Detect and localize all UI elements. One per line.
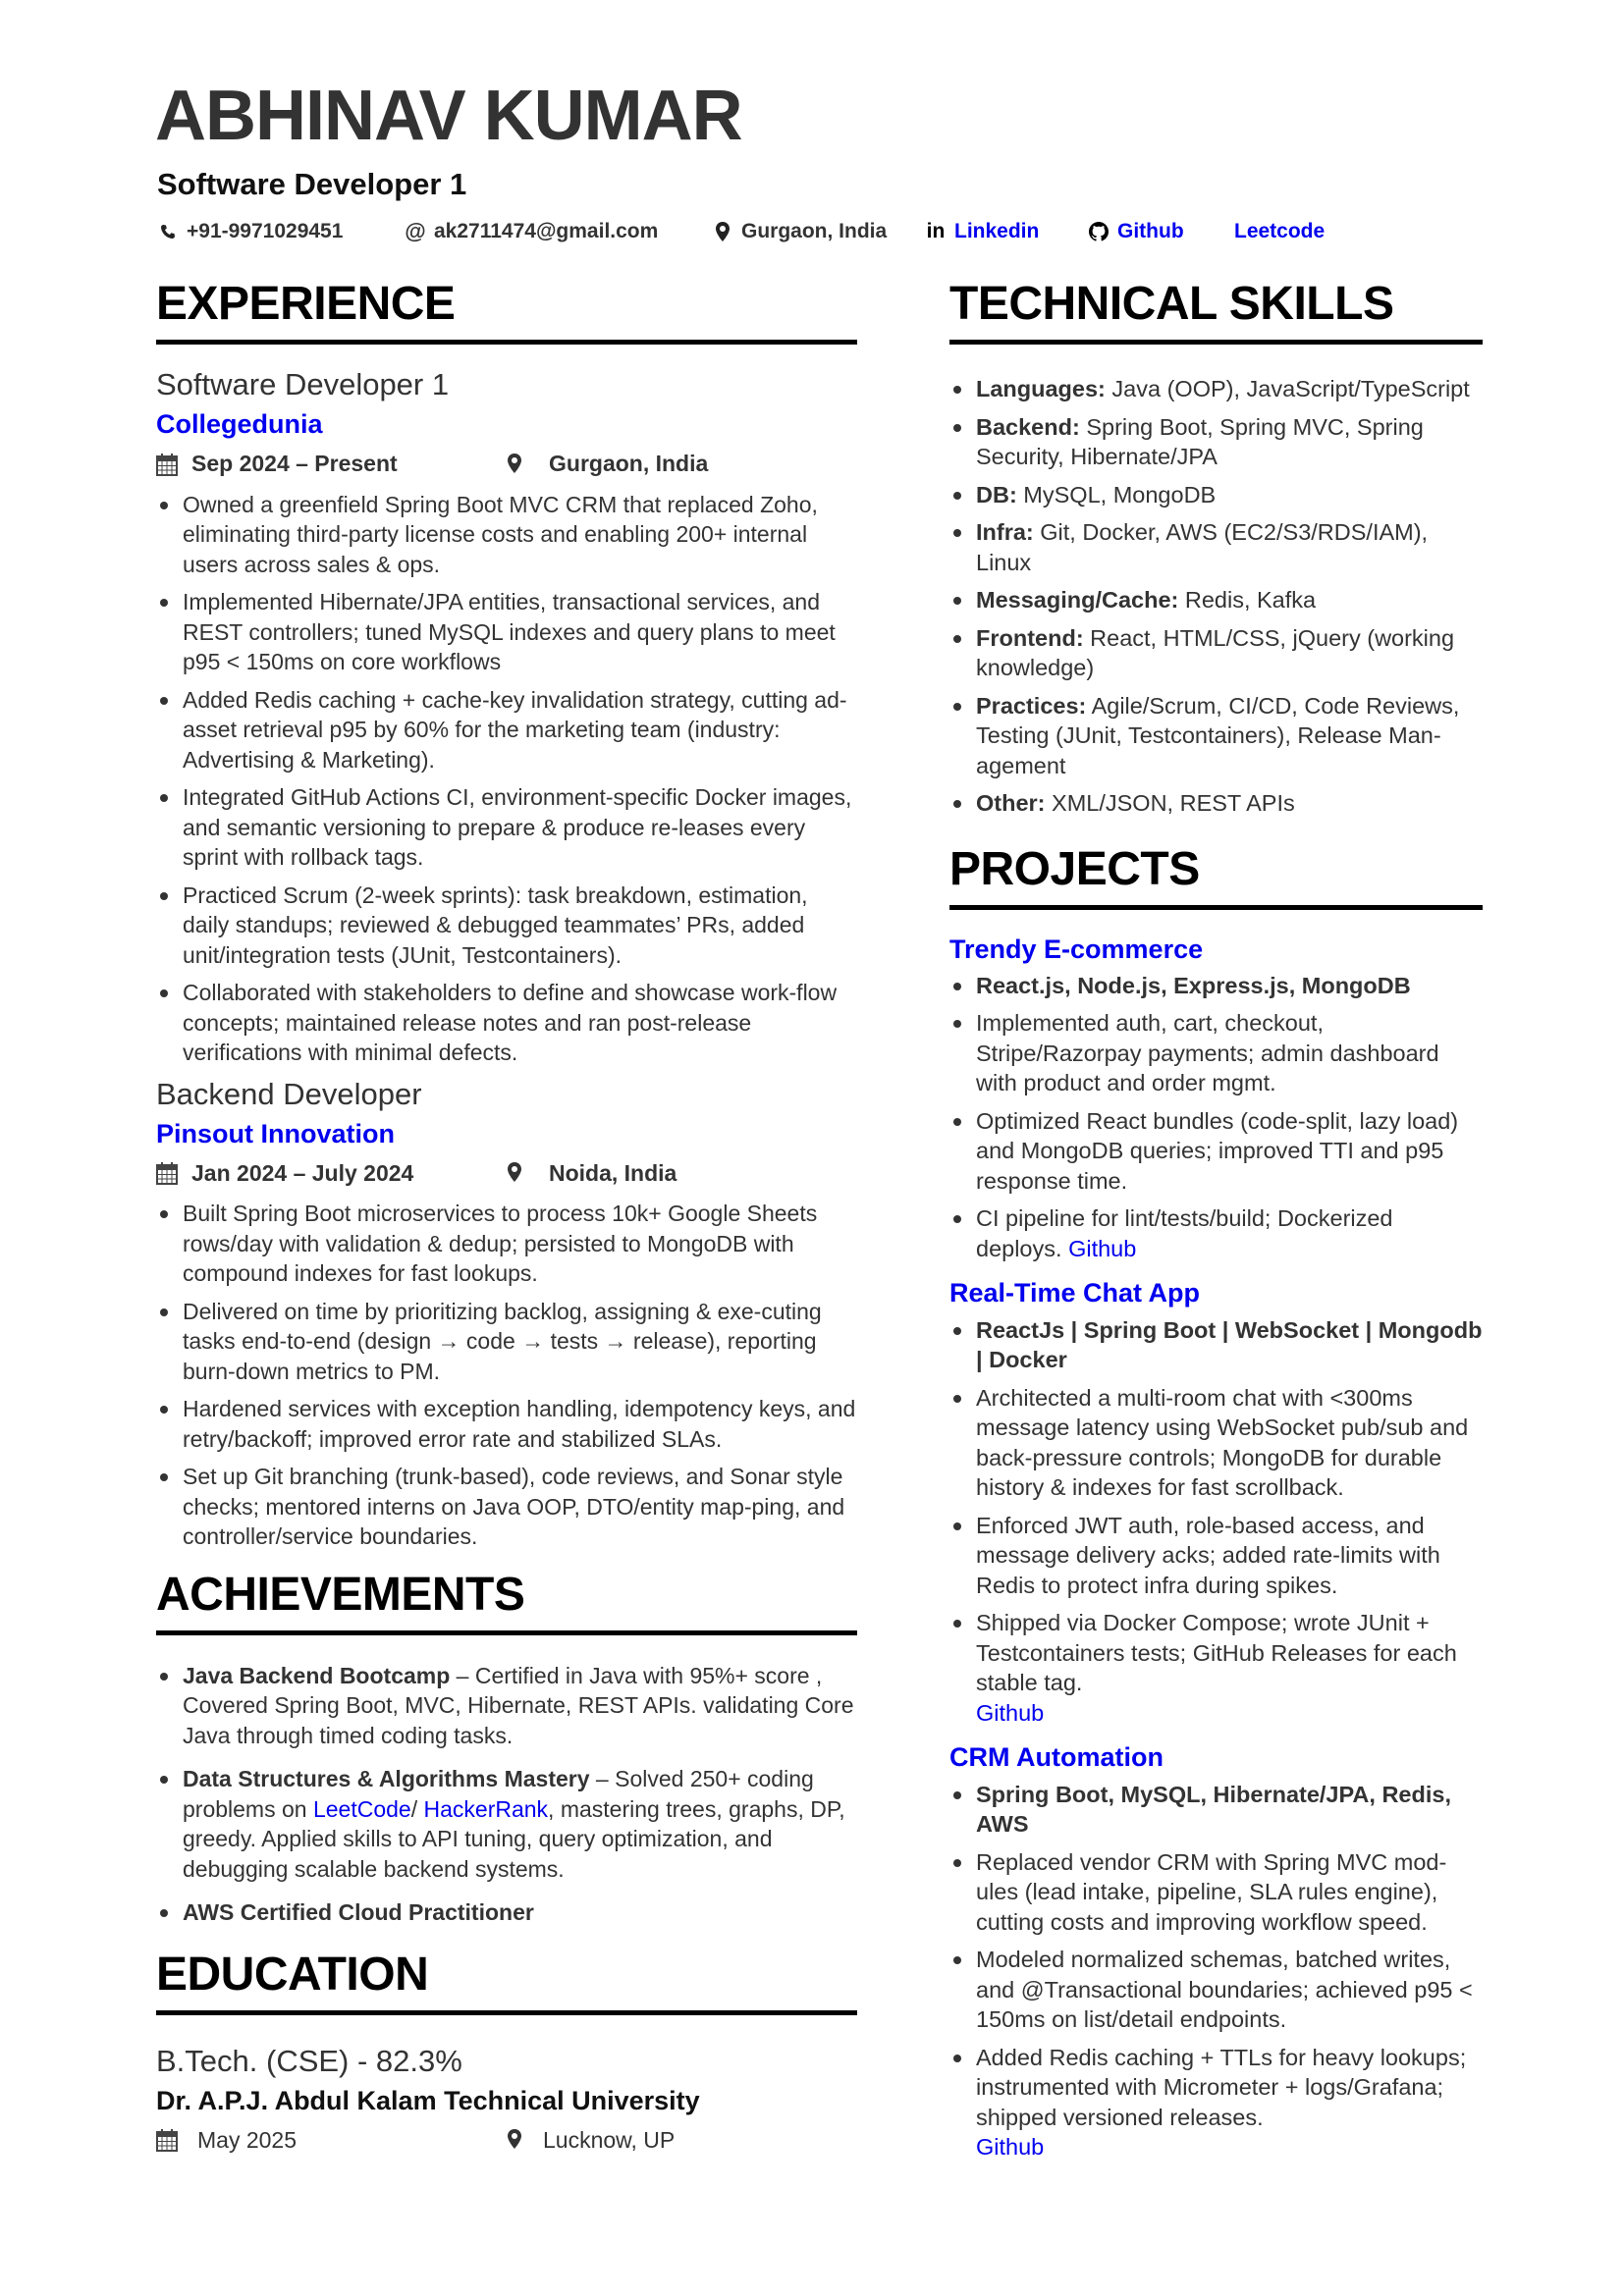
education-location [508, 2127, 675, 2154]
education-heading: EDUCATION [156, 1946, 857, 2015]
contact-location [712, 220, 887, 243]
list-item: Delivered on time by prioritizing backlog, assigning & exe-cuting tasks end-to-end (design → code → tests → release), reporting burn-down metrics to PM. [156, 1297, 857, 1387]
job-location-text: Noida, India [549, 1159, 677, 1186]
calendar-icon [156, 1161, 180, 1185]
achievement-title: Data Structures & Algorithms Mastery [183, 1766, 590, 1792]
skill-value: MySQL, MongoDB [1016, 481, 1217, 507]
list-item [949, 412, 1483, 472]
list-item: Set up Git branching (trunk-based), code reviews, and Sonar style checks; mentored interns on Java OOP, DTO/entity map-ping, and controller/service boundaries. [156, 1462, 857, 1552]
list-item: Enforced JWT auth, role-based access, and message delivery acks; added rate-limits with Redis to protect infra during spikes. [949, 1511, 1483, 1601]
job-dates-text: Jan 2024 – July 2024 [191, 1159, 414, 1186]
achievements-heading: ACHIEVEMENTS [156, 1566, 857, 1635]
list-item: Built Spring Boot microservices to process 10k+ Google Sheets rows/day with validation & dedup; persisted to MongoDB with compound indexes for fast lookups. [156, 1199, 857, 1289]
project-stack: React.js, Node.js, Express.js, MongoDB [976, 972, 1411, 998]
list-item: Integrated GitHub Actions CI, environment-specific Docker images, and semantic versioning to prepare & produce re-leases every sprint with rollback tags. [156, 782, 857, 873]
left-column [156, 275, 857, 2156]
project-entry [949, 934, 1483, 1264]
list-item: Owned a greenfield Spring Boot MVC CRM that replaced Zoho, eliminating third-party license costs and enabling 200+ internal users across sales & ops. [156, 490, 857, 580]
skill-value: Agile/Scrum, CI/CD, Code Reviews, Testing (JUnit, Testcontainers), Release Man-agement [976, 692, 1460, 778]
candidate-role: Software Developer 1 [157, 167, 467, 201]
candidate-name: ABHINAV KUMAR [155, 77, 742, 155]
degree: B.Tech. (CSE) - 82.3% [156, 2043, 462, 2078]
bullet-text: Added Redis caching + TTLs for heavy lookups; instrumented with Micrometer + logs/Grafana; shipped versioned releases. [976, 2044, 1467, 2130]
project-entry [949, 1277, 1483, 1728]
list-item: Collaborated with stakeholders to define and showcase work-flow concepts; maintained release notes and ran post-release verifications with minimal defects. [156, 978, 857, 1068]
job-entry [156, 366, 857, 1068]
phone-icon [157, 221, 179, 242]
github-link[interactable] [1088, 220, 1184, 243]
project-bullets [949, 971, 1483, 1264]
leetcode-label: Leetcode [1234, 220, 1326, 242]
github-link[interactable]: Github [1068, 1235, 1137, 1261]
skill-label: Messaging/Cache: [976, 587, 1179, 613]
phone-number: +91-9971029451 [187, 220, 344, 242]
list-item [949, 788, 1483, 819]
list-item [949, 517, 1483, 577]
company-link[interactable]: Collegedunia [156, 409, 323, 440]
skills-list [949, 374, 1483, 819]
skill-value: XML/JSON, REST APIs [1045, 790, 1295, 816]
list-item [949, 480, 1483, 510]
list-item: Implemented Hibernate/JPA entities, transactional services, and REST controllers; tuned MySQL indexes and query plans to meet p95 < 150ms on core workflows [156, 587, 857, 677]
skill-label: Infra: [976, 519, 1034, 545]
list-item: Practiced Scrum (2-week sprints): task breakdown, estimation, daily standups; reviewed & debugged teammates’ PRs, added unit/integration tests (JUnit, Testcontainers). [156, 881, 857, 971]
projects-heading: PROJECTS [949, 840, 1483, 910]
skill-label: Languages: [976, 376, 1106, 401]
job-bullets [156, 1199, 857, 1552]
bullet-text: CI pipeline for lint/tests/build; Dockerized deploys. [976, 1205, 1393, 1261]
achievement-text: – Certified in Java with 95%+ score , Covered Spring Boot, MVC, Hibernate, REST APIs. validating Core Java through timed coding tasks. [183, 1662, 854, 1748]
project-title-link[interactable]: CRM Automation [949, 1742, 1164, 1773]
achievement-title: AWS Certified Cloud Practitioner [183, 1899, 534, 1926]
skill-value: Git, Docker, AWS (EC2/S3/RDS/IAM), Linux [976, 519, 1429, 575]
job-title: Backend Developer [156, 1076, 422, 1111]
project-title-link[interactable]: Real-Time Chat App [949, 1278, 1201, 1308]
github-icon [1088, 221, 1110, 242]
calendar-icon [156, 453, 180, 476]
linkedin-label: Linkedin [954, 220, 1040, 242]
list-item [949, 1315, 1483, 1375]
right-column [949, 275, 1483, 2170]
job-dates [156, 1160, 508, 1187]
job-location [508, 1160, 677, 1187]
education-date [156, 2127, 508, 2154]
email-address: ak2711474@gmail.com [434, 220, 659, 242]
skill-label: Backend: [976, 413, 1080, 440]
education-date-text: May 2025 [197, 2126, 298, 2153]
skill-value: Spring Boot, Spring MVC, Spring Security, Hibernate/JPA [976, 413, 1424, 469]
project-bullets [949, 1780, 1483, 2163]
github-link[interactable]: Github [976, 2134, 1045, 2161]
skills-heading: TECHNICAL SKILLS [949, 275, 1483, 345]
list-item [156, 1661, 857, 1751]
list-item [949, 1608, 1483, 1728]
github-label: Github [1117, 220, 1184, 242]
list-item [949, 585, 1483, 615]
map-pin-icon [508, 2128, 531, 2152]
university: Dr. A.P.J. Abdul Kalam Technical University [156, 2085, 700, 2115]
project-stack: ReactJs | Spring Boot | WebSocket | Mongodb | Docker [976, 1316, 1483, 1373]
job-meta [156, 1157, 857, 1189]
location-text: Gurgaon, India [741, 220, 888, 242]
job-dates [156, 451, 508, 477]
achievements-list [156, 1661, 857, 1928]
list-item [949, 691, 1483, 781]
list-item: Replaced vendor CRM with Spring MVC mod-ules (lead intake, pipeline, SLA rules engine), cutting costs and improving workflow speed. [949, 1847, 1483, 1938]
job-title: Software Developer 1 [156, 367, 450, 401]
company-link[interactable]: Pinsout Innovation [156, 1118, 395, 1148]
experience-heading: EXPERIENCE [156, 275, 857, 345]
achievement-text: , mastering trees, graphs, DP, greedy. Applied skills to API tuning, query optimization, and debugging scalable backend systems. [183, 1795, 845, 1882]
education-meta [156, 2124, 857, 2156]
job-dates-text: Sep 2024 – Present [191, 451, 398, 477]
map-pin-icon [712, 221, 733, 242]
linkedin-link[interactable] [925, 220, 1039, 243]
job-location-text: Gurgaon, India [549, 451, 709, 477]
job-entry [156, 1076, 857, 1552]
list-item [949, 374, 1483, 404]
skill-label: Frontend: [976, 624, 1084, 651]
map-pin-icon [508, 1161, 531, 1185]
list-item [949, 2043, 1483, 2163]
job-meta [156, 449, 857, 480]
map-pin-icon [508, 453, 531, 476]
contact-phone[interactable] [157, 220, 343, 243]
list-item: Optimized React bundles (code-split, lazy load) and MongoDB queries; improved TTI and p95 response time. [949, 1106, 1483, 1197]
list-item [949, 1780, 1483, 1840]
project-stack: Spring Boot, MySQL, Hibernate/JPA, Redis, AWS [976, 1781, 1451, 1838]
skill-label: DB: [976, 481, 1017, 507]
skill-value: Java (OOP), JavaScript/TypeScript [1105, 376, 1470, 401]
list-item [156, 1764, 857, 1884]
skill-value: React, HTML/CSS, jQuery (working knowledge) [976, 624, 1455, 680]
list-item: Architected a multi-room chat with <300ms message latency using WebSocket pub/sub and back-pressure controls; MongoDB for durable history & indexes for fast scrollback. [949, 1383, 1483, 1503]
achievement-title: Java Backend Bootcamp [183, 1662, 451, 1688]
education-location-text: Lucknow, UP [543, 2126, 676, 2153]
separator: / [410, 1795, 424, 1822]
bullet-text: Shipped via Docker Compose; wrote JUnit + Testcontainers tests; GitHub Releases for each stable tag. [976, 1610, 1457, 1696]
list-item [949, 971, 1483, 1001]
list-item: Implemented auth, cart, checkout, Stripe/Razorpay payments; admin dashboard with product and order mgmt. [949, 1008, 1483, 1098]
hackerrank-link[interactable]: HackerRank [423, 1795, 549, 1822]
skill-label: Other: [976, 790, 1046, 816]
skill-label: Practices: [976, 692, 1087, 719]
job-bullets [156, 490, 857, 1068]
achievement-text: – Solved 250+ coding problems on [183, 1766, 814, 1822]
project-entry [949, 1741, 1483, 2162]
project-title-link[interactable]: Trendy E-commerce [949, 934, 1204, 964]
at-icon: @ [405, 219, 426, 243]
project-bullets [949, 1315, 1483, 1729]
contact-email[interactable] [405, 220, 658, 243]
github-link[interactable]: Github [976, 1699, 1045, 1726]
list-item: Hardened services with exception handling, idempotency keys, and retry/backoff; improved error rate and stabilized SLAs. [156, 1394, 857, 1454]
list-item: Modeled normalized schemas, batched writes, and @Transactional boundaries; achieved p95 < 150ms on list/detail endpoints. [949, 1945, 1483, 2035]
list-item [949, 623, 1483, 683]
linkedin-icon: in [926, 220, 946, 242]
list-item: Added Redis caching + cache-key invalidation strategy, cutting ad-asset retrieval p95 by 60% for the marketing team (industry: Advertising & Marketing). [156, 685, 857, 775]
leetcode-link[interactable]: LeetCode [312, 1795, 411, 1822]
skill-value: Redis, Kafka [1178, 587, 1317, 613]
job-location [508, 451, 708, 477]
calendar-icon [156, 2128, 180, 2152]
list-item [949, 1203, 1483, 1263]
list-item [156, 1897, 857, 1928]
leetcode-link[interactable] [1234, 220, 1325, 243]
